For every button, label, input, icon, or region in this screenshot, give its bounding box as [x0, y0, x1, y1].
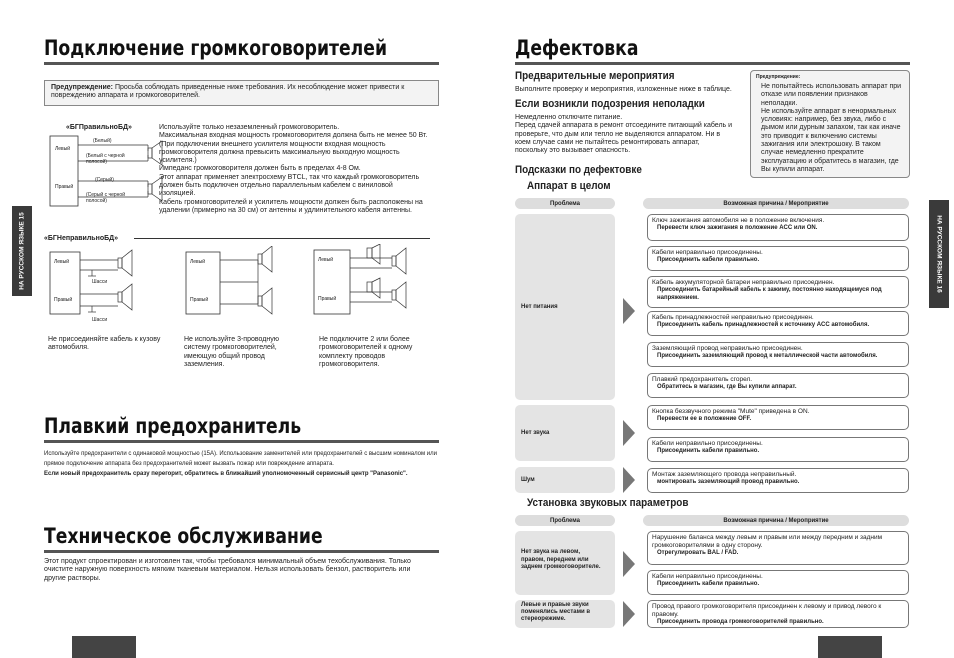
- maintenance-line: Этот продукт спроектирован и изготовлен так, чтобы требовался минимальный объем техобслуживания. Только: [44, 558, 411, 565]
- fuse-line: Используйте предохранители с одинаковой мощностью (15A). Использование заменителей или предохранителей с высшим номиналом или: [44, 451, 438, 457]
- maintenance-text: [44, 558, 444, 583]
- cause-item: [647, 342, 909, 367]
- action-text: Присоединить кабель принадлежностей к источнику ACC автомобиля.: [657, 321, 870, 328]
- caption-3wire: [184, 336, 304, 369]
- cause-item: [647, 276, 909, 308]
- hints-title: Подсказки по дефектовке: [515, 164, 642, 176]
- problem-line: Нет звука на левом,: [521, 549, 581, 555]
- left-label-w3: Левый: [318, 257, 334, 263]
- right-label-w2: Правый: [190, 297, 209, 303]
- problem-swapped-channels: [515, 600, 615, 628]
- warning-line: эксплуатацию и обратитесь в магазин, где: [761, 157, 899, 165]
- warning-line: зажигания или электрошоку. В таком: [761, 141, 881, 149]
- caption-line: автомобиля.: [48, 344, 89, 352]
- warning-line: неполадки.: [761, 99, 798, 107]
- maintenance-title: Техническое обслуживание: [44, 524, 323, 548]
- fuse-line: Если новый предохранитель сразу перегорит, обратитесь в ближайший уполномоченный сервисный центр "Panasonic".: [44, 471, 408, 477]
- cause-text: Провод правого громкоговорителя присоединен к левому и привод левого к правому.: [652, 603, 882, 618]
- cause-text: Кабели неправильно присоединены.: [652, 249, 763, 256]
- btl-line: Этот аппарат применяет электросхему BTCL, так что каждый громкоговоритель: [159, 173, 420, 181]
- btl-notes: [159, 124, 449, 215]
- cause-text: Плавкий предохранитель сгорел.: [652, 376, 753, 383]
- title-rule: [44, 62, 439, 65]
- suspect-line: Перед сдачей аппарата в ремонт отсоедините питающий кабель и: [515, 122, 733, 130]
- warning-line: отказе или появлении признаков: [761, 91, 868, 99]
- maintenance-line: очистите наружную поверхность мягким тканевым материалом. Нельзя использовать бензол, растворитель или: [44, 566, 411, 574]
- grey-wire-label: (Серый): [95, 177, 114, 183]
- action-text: Отрегулировать BAL / FAD.: [657, 549, 739, 556]
- cause-text: Кнопка беззвучного режима "Mute" приведена в ON.: [652, 408, 810, 415]
- action-text: Присоединить провода громкоговорителей правильно.: [657, 618, 824, 625]
- side-tab-text: НА РУССКОМ ЯЗЫКЕ 16: [935, 215, 943, 293]
- caption-line: громкоговорителя.: [319, 360, 380, 368]
- btl-line: Используйте только незаземленный громкоговоритель.: [159, 124, 340, 131]
- warning-text: Просьба соблюдать приведенные ниже требования. Их несоблюдение может привести к повреждению аппарата и громкоговорителей.: [51, 84, 405, 100]
- fuse-text: [44, 449, 454, 479]
- suspect-text: [515, 114, 745, 155]
- left-label: Левый: [55, 146, 71, 152]
- suspect-title: Если возникли подозрения неполадки: [515, 98, 705, 110]
- cause-text: Кабель аккумуляторной батареи неправильно присоединен.: [652, 279, 835, 286]
- caption-line: громкоговорителей к одному: [319, 344, 413, 352]
- cause-item: [647, 311, 909, 336]
- warning-label: Предупреждение:: [51, 84, 113, 91]
- right-side-tab: [929, 200, 949, 308]
- warning-line: дымом или дурным запахом, так как иначе: [761, 124, 901, 132]
- cause-item: [647, 214, 909, 241]
- right-warning-box: [750, 70, 910, 178]
- right-label-w1: Правый: [54, 297, 73, 303]
- cause-text: громкоговорителями в одну сторону.: [652, 541, 763, 549]
- btl-line: Импеданс громкоговорителя должен быть в пределах 4-8 Ом.: [159, 165, 361, 173]
- right-label-w3: Правый: [318, 296, 337, 302]
- action-text: Присоединить кабели правильно.: [657, 580, 760, 587]
- arrow-icon: [623, 420, 635, 446]
- problem-no-power: Нет питания: [515, 214, 615, 400]
- arrow-icon: [623, 467, 635, 493]
- correct-label: «БГПравильноБД»: [66, 124, 132, 131]
- cause-text: Нарушение баланса между левым и правым или между передним и задним: [652, 534, 883, 541]
- caption-line: Не присоединяйте кабель к кузову: [48, 336, 161, 343]
- cause-text: Заземляющий провод неправильно присоединен.: [652, 345, 803, 352]
- caption-line: систему громкоговорителей,: [184, 344, 277, 352]
- cause-text: Кабель принадлежностей неправильно присоединен.: [652, 314, 814, 321]
- caption-line: имеющую общий провод: [184, 352, 265, 360]
- caption-line: Не подключите 2 или более: [319, 336, 410, 343]
- cause-item: [647, 468, 909, 493]
- chassis-label: Шасси: [92, 317, 108, 323]
- action-text: Перевести ее в положение OFF.: [657, 415, 752, 422]
- wrong-divider: [134, 238, 430, 239]
- col-cause: Возможная причина / Мероприятие: [643, 515, 909, 526]
- btl-line: изоляцией.: [159, 190, 196, 198]
- cause-item: [647, 570, 909, 595]
- wrong-diagram-3wire: [184, 246, 284, 321]
- col-cause: Возможная причина / Мероприятие: [643, 198, 909, 209]
- suspect-line: поскольку это вызывает опасность.: [515, 147, 631, 155]
- right-label: Правый: [55, 184, 74, 190]
- white-stripe-wire-label: (Белый с черной полосой): [86, 153, 125, 165]
- cause-item: [647, 405, 909, 430]
- btl-line: Кабель громкоговорителей и усилитель мощности должен быть расположены на: [159, 198, 423, 206]
- side-tab-text: НА РУССКОМ ЯЗЫКЕ 15: [18, 212, 26, 290]
- btl-line: (При подключении внешнего усилителя мощности входная мощность: [159, 140, 386, 148]
- btl-line: удалении (примерно на 30 см) от антенны и удлинительного кабеля антенны.: [159, 206, 412, 214]
- arrow-icon: [623, 601, 635, 627]
- title-rule: [44, 440, 439, 443]
- cause-item: [647, 600, 909, 628]
- warning-line: условиях: например, без звука, либо с: [761, 116, 887, 124]
- caption-line: заземления.: [184, 360, 225, 368]
- fuse-line: прямое подключение аппарата без предохранителей может вызвать пожар или повреждение аппарата.: [44, 461, 334, 467]
- problem-line: правом, переднем или: [521, 556, 589, 563]
- problem-noise: Шум: [515, 467, 615, 493]
- warning-line: случае немедленно прекратите: [761, 149, 864, 157]
- white-wire-label: (Белый): [93, 138, 112, 144]
- wrong-label: «БГНеправильноБД»: [44, 235, 119, 242]
- caption-line: комплекту проводов: [319, 352, 386, 360]
- action-text: Присоединить батарейный кабель к зажиму, постоянно находящемуся под напряжением.: [657, 286, 882, 301]
- grey-stripe-wire-label: (Серый с черной полосой): [86, 192, 126, 204]
- btl-line: усилителя.): [159, 157, 197, 165]
- btl-line: Максимальная входная мощность громкоговорителя должна быть не менее 50 Вт.: [159, 132, 428, 140]
- fuse-title: Плавкий предохранитель: [44, 414, 302, 438]
- problem-line: заднем громкоговорителе.: [521, 564, 601, 570]
- warning-line: Не попытайтесь использовать аппарат при: [761, 83, 902, 90]
- cause-text: Ключ зажигания автомобиля не в положение включения.: [652, 217, 825, 224]
- cause-text: Кабели неправильно присоединены.: [652, 440, 763, 447]
- left-side-tab: [12, 206, 32, 296]
- prelim-title: Предварительные мероприятия: [515, 70, 675, 82]
- action-text: монтировать заземляющий провод правильно.: [657, 478, 800, 485]
- left-label-w1: Левый: [54, 259, 70, 265]
- action-text: Присоединить кабели правильно.: [657, 256, 760, 263]
- title-rule: [515, 62, 910, 65]
- arrow-icon: [623, 551, 635, 577]
- maintenance-line: другие растворы.: [44, 574, 101, 582]
- action-text: Присоединить заземляющий провод к металлической части автомобиля.: [657, 352, 878, 359]
- title-rule: [44, 550, 439, 553]
- action-text: Присоединить кабели правильно.: [657, 447, 760, 454]
- right-warning-label: Предупреждение:: [756, 74, 801, 80]
- action-text: Перевести ключ зажигания в положение ACC или ON.: [657, 224, 818, 231]
- cause-item: [647, 246, 909, 271]
- footer-bar-right: [818, 636, 882, 658]
- suspect-line: коем случае сами не пытайтесь ремонтировать аппарат,: [515, 138, 700, 146]
- cause-item: [647, 531, 909, 565]
- problem-line: поменялись местами в: [521, 609, 591, 615]
- warning-line: Вы купили аппарат.: [761, 165, 825, 173]
- chassis-label: Шасси: [92, 279, 108, 285]
- cause-item: [647, 437, 909, 462]
- col-problem: Проблема: [515, 515, 615, 526]
- unit-title: Аппарат в целом: [527, 180, 611, 192]
- cause-text: Монтаж заземляющего провода неправильный.: [652, 471, 797, 478]
- caption-multi: [319, 336, 439, 369]
- suspect-line: проверьте, что дым или тепло не выделяются аппаратом. Ни в: [515, 130, 721, 138]
- cause-item: [647, 373, 909, 398]
- left-label-w2: Левый: [190, 259, 206, 265]
- action-text: Обратитесь в магазин, где Вы купили аппарат.: [657, 383, 797, 390]
- speakers-title: Подключение громкоговорителей: [44, 36, 388, 60]
- btl-line: громкоговорителя должна превысить максимальную выходную мощность: [159, 148, 400, 156]
- warning-line: Не используйте аппарат в ненормальных: [761, 107, 897, 115]
- caption-line: Не используйте 3-проводную: [184, 336, 279, 343]
- footer-bar-left: [72, 636, 136, 658]
- problem-no-speaker-sound: [515, 531, 615, 595]
- btl-line: должен быть подключен отдельно параллельным кабелем с виниловой: [159, 182, 393, 190]
- prelim-text: Выполните проверку и мероприятия, изложенные ниже в таблице.: [515, 86, 732, 93]
- warning-box: [44, 80, 439, 106]
- wrong-diagram-multi: [312, 244, 438, 322]
- suspect-line: Немедленно отключите питание.: [515, 114, 623, 121]
- troubleshooting-title: Дефектовка: [515, 36, 639, 60]
- sound-title: Установка звуковых параметров: [527, 497, 689, 509]
- warning-line: это приводит к включению системы: [761, 132, 877, 140]
- col-problem: Проблема: [515, 198, 615, 209]
- problem-no-sound: Нет звука: [515, 405, 615, 461]
- problem-line: стереорежиме.: [521, 616, 566, 622]
- caption-chassis: [48, 336, 178, 353]
- arrow-icon: [623, 298, 635, 324]
- cause-text: Кабели неправильно присоединены.: [652, 573, 763, 580]
- problem-line: Левые и правые звуки: [521, 602, 589, 608]
